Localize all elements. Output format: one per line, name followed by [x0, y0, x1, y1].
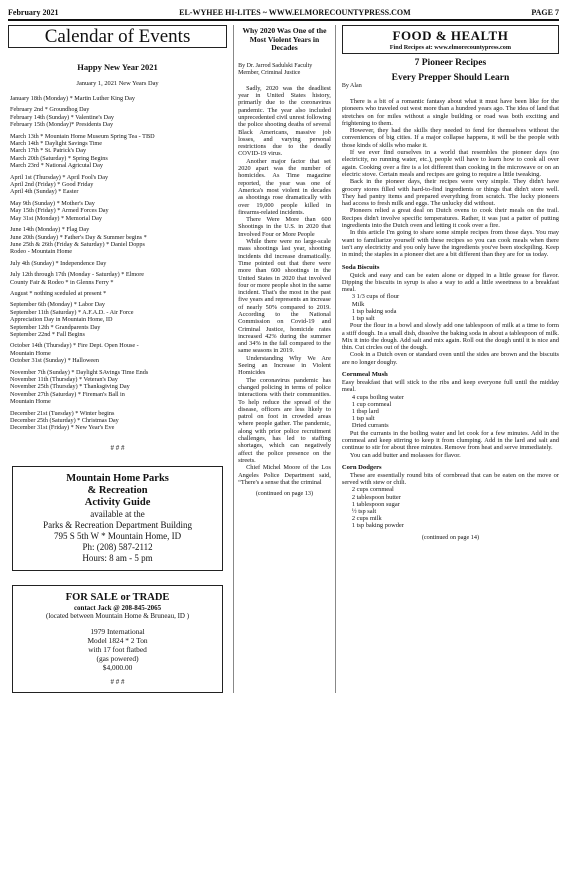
- mush-steps: [342, 430, 559, 459]
- ingredient-item: Milk: [351, 300, 365, 308]
- food-intro-paragraph: Pioneers relied a great deal on Dutch ovens to cook their meals on the trail. Recipes didn't involve specific temperatures. Rather, it was just a patter of putting ingredients into the Dutch oven and letting it cook over a fire.: [341, 207, 559, 230]
- sale-contact: contact Jack @ 208-845-2065: [73, 603, 162, 612]
- calendar-event: June 25th & 26th (Friday & Saturday) * Daniel Dopps: [10, 240, 145, 248]
- calendar-first-event: January 1, 2021 New Years Day: [76, 80, 159, 87]
- soda-ingredients: [342, 293, 559, 322]
- calendar-event: November 27th (Saturday) * Fireman's Ball in: [10, 390, 125, 398]
- article-paragraph: There Were More than 600 Shootings in the U.S. in 2020 that Involved Four or More People: [238, 216, 331, 238]
- recipe-title-2: Every Prepper Should Learn: [391, 72, 510, 83]
- sale-detail-4: (gas powered): [96, 653, 139, 663]
- food-intro-paragraph: Back in the pioneer days, their recipes were very simple. They didn't have grocery stores filled with hard-to-find ingredients or things that didn't store well. They had pantry items and prepared everything from scratch. The lucky pioneers had access to fresh milk and eggs. The unlucky did without.: [341, 178, 559, 208]
- article-paragraph: Another major factor that set 2020 apart was the number of homicides. As Time magazine reported, the year was one of America's most violent in decades as shootings rose dramatically with over 19,000 people killed in firearms-related incidents.: [238, 157, 331, 216]
- calendar-event: April 1st (Thursday) * April Fool's Day: [10, 173, 109, 181]
- food-byline: By Alan: [341, 83, 362, 89]
- food-column: [342, 25, 559, 693]
- calendar-event: March 23rd * National Agricutal Day: [10, 162, 103, 170]
- calendar-event: Rodeo - Mountain Home: [10, 248, 73, 256]
- calendar-event: November 11th (Thursday) * Veteran's Day: [10, 376, 118, 383]
- header-date: February 2021: [8, 8, 59, 17]
- food-intro-paragraph: However, they had the skills they needed to fend for themselves without the conveniences of big cities. If a major collapse happens, it will be the people with those kinds of skills who make it.: [341, 127, 559, 149]
- calendar-event: September 11th (Saturday) * A.F.A.D. - Air Force: [10, 308, 134, 316]
- ingredient-item: 2 cups milk: [351, 515, 382, 523]
- food-health-subtitle: Find Recipes at: www.elmorecountypress.com: [389, 44, 512, 51]
- parks-line-7: Ph: (208) 587-2112: [82, 541, 153, 552]
- ingredient-item: 1 cup cornmeal: [351, 400, 392, 408]
- article-body: [238, 85, 331, 486]
- food-continued: (continued on page 14): [421, 533, 480, 541]
- calendar-event: August * nothing sceduled at present *: [10, 289, 107, 297]
- food-health-title: FOOD & HEALTH: [392, 28, 509, 43]
- calendar-event-list: [8, 95, 227, 436]
- food-intro: [342, 98, 559, 259]
- article-byline: By Dr. Jarrod Sadulski Faculty Member, Criminal Justice: [238, 62, 313, 76]
- page-header: [8, 6, 559, 21]
- recipe-step: Cook in a Dutch oven or standard oven until the sides are brown and the biscuits are no longer doughy.: [341, 351, 559, 366]
- article-column: [233, 25, 336, 693]
- article-title: Why 2020 Was One of the Most Violent Years in Decades: [242, 26, 327, 53]
- parks-line-8: Hours: 8 am - 5 pm: [82, 552, 153, 563]
- calendar-event: County Fair & Rodeo * in Glenns Ferry *: [10, 278, 114, 286]
- parks-line-5: Parks & Recreation Department Building: [43, 519, 193, 530]
- calendar-event: December 21st (Tuesday) * Winter begins: [10, 409, 115, 417]
- calendar-event: Appreciation Day in Mountain Home, ID: [10, 316, 113, 324]
- calendar-event: March 14th * Daylight Savings Time: [10, 140, 102, 148]
- calendar-event: September 12th * Grandparents Day: [10, 323, 101, 331]
- for-sale-ad: [12, 585, 223, 693]
- article-paragraph: The coronavirus pandemic has changed policing in terms of police interactions with their communities. To help reduce the spread of the disease, officers are less likely to patrol on foot in crowded areas where people gather. The pandemic, along with prior police recruitment challenges, has led to staffing shortages, which can negatively affect the police presence on the streets.: [238, 376, 331, 464]
- ingredient-item: 1 tsp salt: [351, 315, 375, 323]
- header-paper: EL-WYHEE HI-LITES ~ WWW.ELMORECOUNTYPRESS.COM: [179, 8, 411, 17]
- calendar-event: December 25th (Saturday) * Christmas Day: [10, 417, 119, 425]
- dodgers-desc: These are essentially round bits of cornbread that can be eaten on the move or served with stew or chili.: [341, 471, 559, 487]
- article-paragraph: Chief Michel Moore of the Los Angeles Police Department said, “There's a sense that the criminal: [238, 464, 331, 486]
- ingredient-item: 1 tsp baking powder: [351, 522, 404, 530]
- sale-detail-3: with 17 foot flatbed: [88, 644, 147, 654]
- ingredient-item: 1 tsp salt: [351, 415, 375, 423]
- calendar-end-mark: # # #: [110, 443, 125, 452]
- calendar-event: March 20th (Saturday) * Spring Begins: [10, 154, 108, 162]
- article-paragraph: Understanding Why We Are Seeing an Increase in Violent Homicides: [238, 354, 331, 377]
- calendar-event: April 2nd (Friday) * Good Friday: [10, 181, 94, 189]
- parks-line-3: Activity Guide: [84, 496, 151, 508]
- calendar-event: March 17th * St. Patrick's Day: [10, 147, 87, 155]
- soda-desc: Quick and easy and can be eaten alone or dipped in a little grease for flavor. Dipping the biscuits in syrup is also a way to add a little sweetness to a breakfast meal.: [341, 271, 559, 294]
- parks-line-4: available at the: [90, 508, 145, 519]
- calendar-event: May 31st (Monday) * Memorial Day: [10, 214, 102, 222]
- sale-title: FOR SALE or TRADE: [65, 591, 170, 603]
- calendar-title: Calendar of Events: [8, 25, 227, 48]
- calendar-event: June 20th (Sunday) * Father's Day & Summer begins *: [10, 233, 147, 241]
- recipe-step: You can add butter and molasses for flavor.: [349, 451, 461, 459]
- calendar-event: July 4th (Sunday) * Independence Day: [10, 259, 107, 267]
- sale-detail-2: Model 1824 * 2 Ton: [87, 635, 148, 645]
- sale-end-mark: # # #: [110, 677, 125, 686]
- recipe-title-1: 7 Pioneer Recipes: [414, 58, 487, 68]
- article-paragraph: Sadly, 2020 was the deadliest year in United States history, primarily due to the coronavirus pandemic. The year also included unprecedented civil unrest following the police shooting deaths of several Black Americans, massive job losses, and varying personal restrictions due to the deadly COVID-19 virus.: [238, 84, 331, 158]
- calendar-event: June 14th (Monday) * Flag Day: [10, 226, 90, 234]
- mush-title: Cornmeal Mush: [341, 371, 388, 379]
- calendar-event: September 22nd * Fall Begins: [10, 330, 85, 338]
- parks-line-2: & Recreation: [87, 484, 148, 496]
- dodgers-title: Corn Dodgers: [341, 463, 382, 471]
- calendar-event: January 18th (Monday) * Martin Luther King Day: [10, 95, 135, 102]
- calendar-event: March 13th * Mountain Home Museum Spring Tea - TBD: [10, 132, 155, 140]
- sale-detail-5: $4,000.00: [102, 662, 133, 672]
- calendar-event: February 14th (Sunday) * Valentine's Day: [10, 113, 114, 121]
- mush-desc: Easy breakfast that will stick to the ribs and keep everyone full until the midday meal.: [341, 379, 559, 394]
- calendar-event: September 6th (Monday) * Labor Day: [10, 301, 106, 309]
- soda-title: Soda Biscuits: [341, 263, 380, 271]
- calendar-event: February 2nd * Groundhog Day: [10, 106, 90, 114]
- food-intro-paragraph: If we ever find ourselves in a world that resembles the pioneer days (no electricity, no running water, etc.), people will have to learn how to cook all over again. Cooking over a fire is a lot different than cooking in the microwave or on an electric stove. Certain meals and recipes are going to require a little tweaking.: [341, 149, 559, 178]
- ingredient-item: 2 cups cornmeal: [351, 486, 394, 494]
- calendar-subtitle: Happy New Year 2021: [77, 62, 158, 72]
- calendar-event: Mountain Home: [10, 398, 51, 406]
- calendar-column: [8, 25, 227, 693]
- calendar-event: October 14th (Thursday) * Fire Dept. Open House -: [10, 342, 139, 350]
- food-health-box: [342, 25, 559, 54]
- ingredient-item: ½ tsp salt: [351, 508, 377, 516]
- mush-ingredients: [342, 394, 559, 430]
- header-page: PAGE 7: [531, 8, 559, 17]
- ingredient-item: Dried currants: [351, 422, 389, 430]
- ingredient-item: 1 tablespoon sugar: [351, 500, 400, 508]
- calendar-event: February 15th (Monday)* Presidents Day: [10, 121, 114, 129]
- food-intro-paragraph: In this article I'm going to share some simple recipes from those days. You may want to familiarize yourself with these recipes so you can cook meals when there isn't any electricity and you only have the ingredients you've been stockpiling. Keep in mind; the staples in a pioneer diet are a bit different than they are for us today.: [341, 229, 559, 259]
- ingredient-item: 2 tablespoon butter: [351, 493, 401, 501]
- calendar-event: October 31st (Sunday) * Halloween: [10, 357, 100, 365]
- article-paragraph: While there were no large-scale mass shootings last year, shooting incidents did increase dramatically. Time pointed out that there were more than 600 shootings in the United States in 2020 that involved four or more people shot in the same incident. That's the most in the past five years and represents an increase of nearly 50% compared to 2019. According to the National Commission on Covid-19 and Criminal Justice, homicide rates increased 42% during the summer and 34% in the fall compared to the same seasons in 2019.: [238, 238, 331, 355]
- ingredient-item: 3 1/3 cups of flour: [351, 293, 400, 301]
- calendar-event: November 7th (Sunday) * Daylight SAvings Time Ends: [10, 368, 149, 376]
- sale-detail-1: 1979 International: [90, 626, 145, 636]
- parks-line-6: 795 S 5th W * Mountain Home, ID: [53, 530, 182, 541]
- calendar-event: November 25th (Thursday) * Thanksgiving Day: [10, 383, 130, 391]
- sale-location: (located between Mountain Home & Bruneau, ID ): [46, 612, 190, 621]
- article-continued: (continued on page 13): [255, 490, 314, 498]
- calendar-event: May 9th (Sunday) * Mother's Day: [10, 199, 95, 207]
- dodgers-ingredients: [342, 486, 559, 529]
- calendar-event: July 12th through 17th (Monday - Saturday) * Elmore: [10, 271, 145, 279]
- soda-steps: [342, 322, 559, 366]
- columns: [8, 25, 559, 693]
- calendar-event: April 4th (Sunday) * Easter: [10, 188, 79, 196]
- parks-line-1: Mountain Home Parks: [66, 472, 169, 484]
- calendar-event: December 31st (Friday) * New Year's Eve: [10, 424, 115, 432]
- ingredient-item: 1 tsp baking soda: [351, 307, 397, 315]
- ingredient-item: 1 tbsp lard: [351, 408, 379, 416]
- food-intro-paragraph: There is a bit of a romantic fantasy about what it must have been like for the pioneers who traveled out west more than a hundred years ago. The idea of land that stretches on for miles without a single building or road was both exciting and frightening to them.: [341, 98, 559, 127]
- recipe-step: Pour the flour in a bowl and slowly add one tablespoon of milk at a time to form a stiff dough. In a small dish, dissolve the baking soda in about a tablespoon of milk. Mix it into the dough. Add salt and mix again. Roll out the dough until it is nice and thin. Cut circles out of the dough.: [341, 322, 559, 352]
- calendar-event: Mountain Home: [10, 349, 51, 357]
- recipe-step: Put the currants in the boiling water and let cook for a few minutes. Add in the cornmeal and keep stirring to keep it from clumping. Add in the lard and salt and continue to stir for about three minutes. Remove from heat and serve immediately.: [341, 429, 559, 452]
- calendar-event: May 15th (Friday) * Armed Forces Day: [10, 207, 109, 215]
- ingredient-item: 4 cups boiling water: [351, 393, 404, 401]
- parks-ad: [12, 466, 223, 571]
